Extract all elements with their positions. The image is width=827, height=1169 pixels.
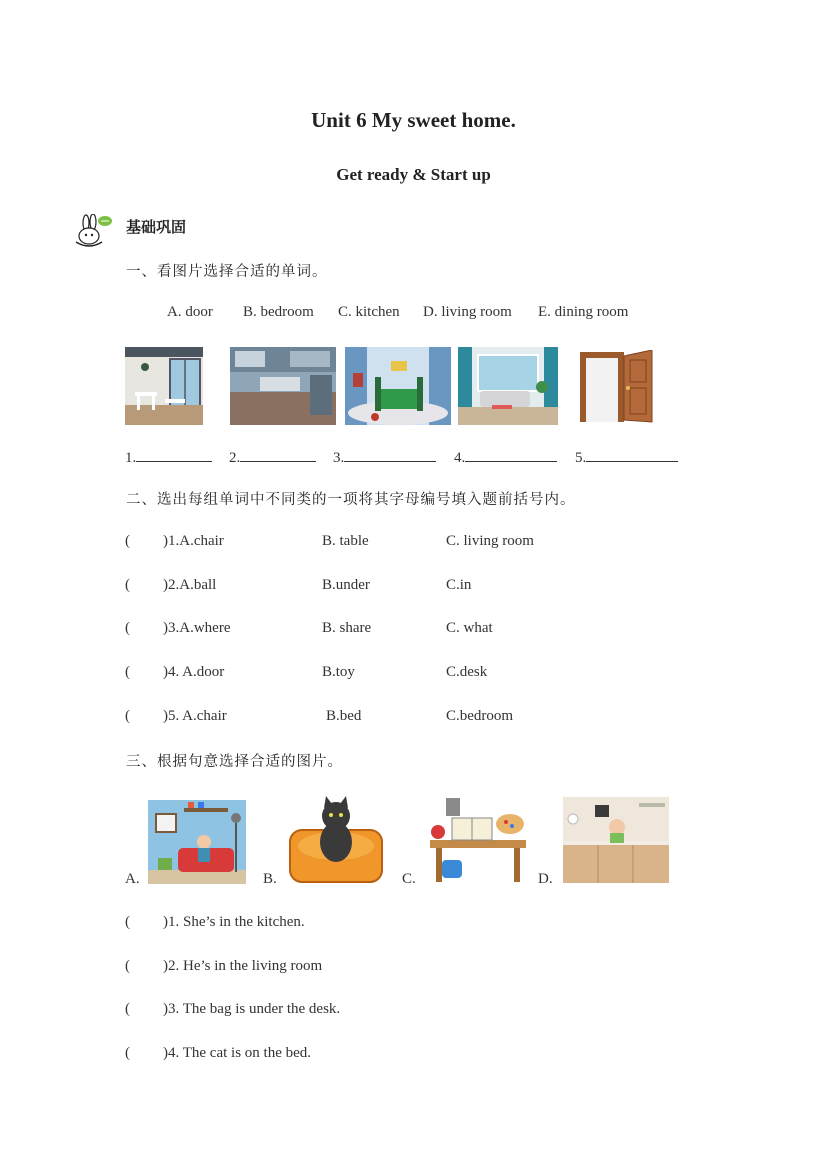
girl-living-room-image bbox=[148, 800, 246, 884]
pic-label-b: B. bbox=[263, 871, 277, 887]
part2-row-3: ( )3.A.where B. share C. what bbox=[125, 620, 493, 636]
answer-paren[interactable]: ( bbox=[125, 664, 130, 680]
part3-row-1: ( )1. She’s in the kitchen. bbox=[125, 914, 305, 930]
page-title: Unit 6 My sweet home. bbox=[311, 108, 516, 132]
option-e: E. dining room bbox=[538, 304, 629, 320]
blank-2[interactable]: 2. bbox=[229, 447, 316, 467]
option-d: D. living room bbox=[423, 304, 512, 320]
answer-paren[interactable]: ( bbox=[125, 914, 130, 930]
blank-3[interactable]: 3. bbox=[333, 447, 436, 467]
answer-paren[interactable]: ( bbox=[125, 708, 130, 724]
cat-on-cushion-image bbox=[286, 796, 386, 884]
answer-paren[interactable]: ( bbox=[125, 958, 130, 974]
dining-room-image bbox=[125, 347, 203, 425]
answer-paren[interactable]: ( bbox=[125, 1045, 130, 1061]
section-label: 基础巩固 bbox=[126, 218, 187, 236]
door-image bbox=[578, 350, 656, 424]
answer-paren[interactable]: ( bbox=[125, 620, 130, 636]
part3-heading: 三、根据句意选择合适的图片。 bbox=[126, 754, 343, 770]
rabbit-mascot-icon bbox=[72, 214, 114, 248]
desk-with-bag-image bbox=[426, 794, 530, 884]
boy-kitchen-image bbox=[563, 797, 669, 883]
page-subtitle: Get ready & Start up bbox=[336, 165, 491, 184]
answer-paren[interactable]: ( bbox=[125, 533, 130, 549]
option-a: A. door bbox=[167, 304, 213, 320]
part1-heading: 一、看图片选择合适的单词。 bbox=[126, 264, 328, 280]
part2-row-5: ( )5. A.chair B.bed C.bedroom bbox=[125, 708, 514, 724]
blank-1[interactable]: 1. bbox=[125, 447, 212, 467]
kitchen-image bbox=[230, 347, 336, 425]
part2-row-1: ( )1.A.chair B. table C. living room bbox=[125, 533, 534, 549]
pic-label-d: D. bbox=[538, 871, 553, 887]
part2-row-2: ( )2.A.ball B.under C.in bbox=[125, 577, 472, 593]
blank-5[interactable]: 5. bbox=[575, 447, 678, 467]
living-room-image bbox=[458, 347, 558, 425]
part3-row-4: ( )4. The cat is on the bed. bbox=[125, 1045, 312, 1061]
option-b: B. bedroom bbox=[243, 304, 314, 320]
part2-row-4: ( )4. A.door B.toy C.desk bbox=[125, 664, 488, 680]
pic-label-c: C. bbox=[402, 871, 416, 887]
part3-row-2: ( )2. He’s in the living room bbox=[125, 958, 323, 974]
answer-paren[interactable]: ( bbox=[125, 1001, 130, 1017]
pic-label-a: A. bbox=[125, 871, 140, 887]
option-c: C. kitchen bbox=[338, 304, 400, 320]
blank-4[interactable]: 4. bbox=[454, 447, 557, 467]
part3-row-3: ( )3. The bag is under the desk. bbox=[125, 1001, 341, 1017]
bedroom-image bbox=[345, 347, 451, 425]
part2-heading: 二、选出每组单词中不同类的一项将其字母编号填入题前括号内。 bbox=[126, 492, 576, 508]
answer-paren[interactable]: ( bbox=[125, 577, 130, 593]
